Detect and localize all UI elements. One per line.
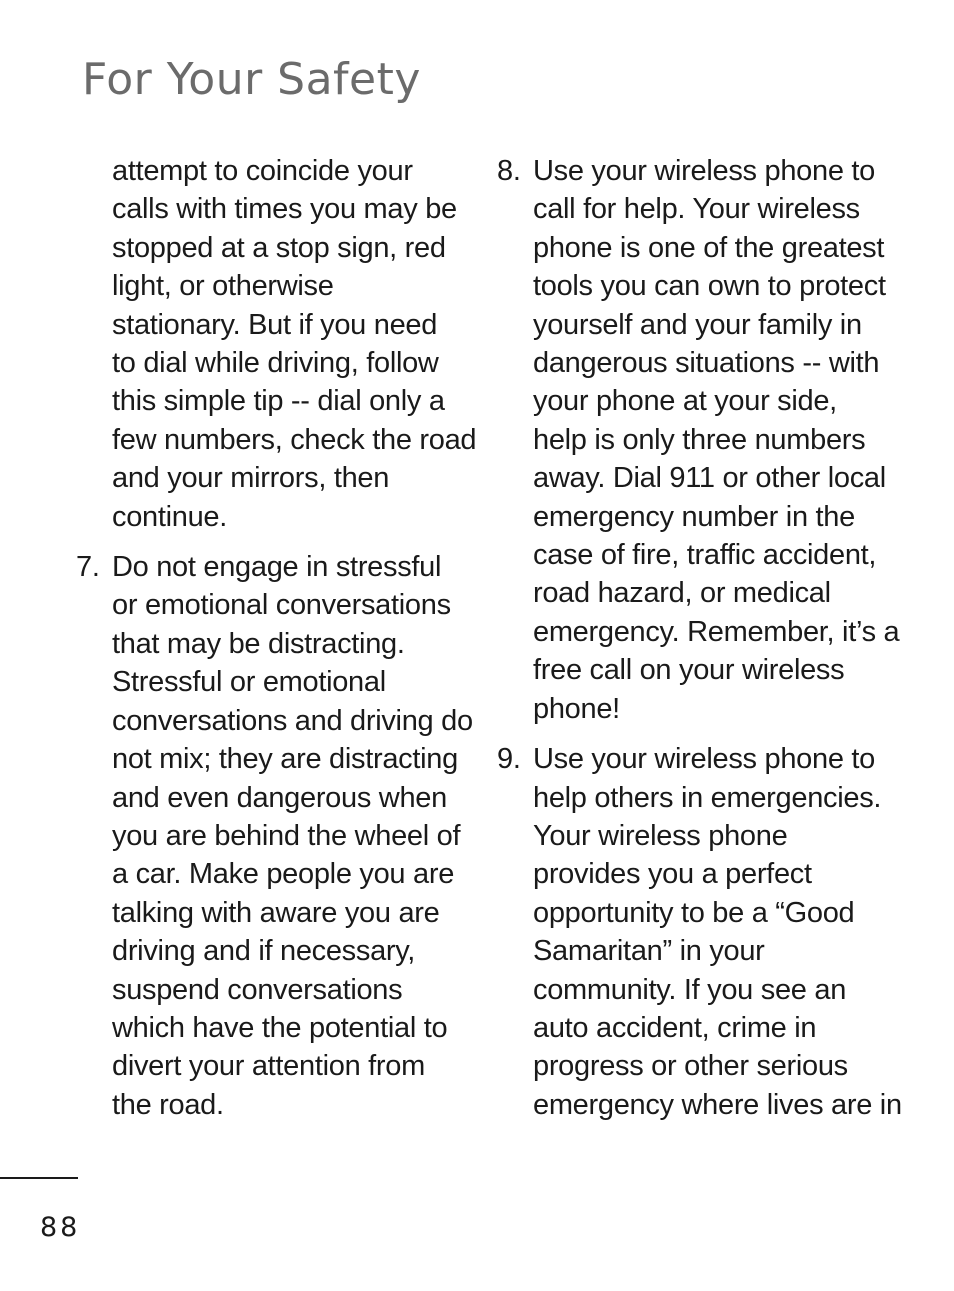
list-item-7 [76,548,476,1124]
text-line: opportunity to be a “Good [533,896,855,929]
text-line: which have the potential to [112,1011,448,1044]
text-line: or emotional conversations [112,589,451,622]
footer-rule [0,1177,78,1179]
text-line: auto accident, crime in [533,1011,817,1044]
list-item-9 [497,740,902,1124]
text-line: Stressful or emotional [112,666,386,699]
text-line: light, or otherwise [112,270,334,303]
text-line: phone! [533,692,620,725]
text-line: few numbers, check the road [112,423,477,456]
page-number: 88 [40,1212,81,1243]
page-title: For Your Safety [82,54,421,105]
text-line: case of fire, traffic accident, [533,539,877,572]
text-line: away. Dial 911 or other local [533,462,886,495]
text-line: call for help. Your wireless [533,193,860,226]
text-line: and your mirrors, then [112,462,390,495]
text-line: divert your attention from [112,1050,425,1083]
text-line: this simple tip -- dial only a [112,385,445,418]
text-line: provides you a perfect [533,858,812,891]
text-line: stationary. But if you need [112,308,438,341]
text-line: attempt to coincide your [112,155,413,187]
text-line: tools you can own to protect [533,270,886,303]
text-line: a car. Make people you are [112,858,455,891]
text-line: the road. [112,1088,224,1121]
text-line: phone is one of the greatest [533,231,885,264]
list-item-8 [497,152,900,728]
text-line: emergency number in the [533,500,855,533]
text-line: conversations and driving do [112,704,473,737]
text-line: emergency. Remember, it’s a [533,615,900,648]
text-line: free call on your wireless [533,654,845,687]
text-line: that may be distracting. [112,627,405,660]
text-line: Use your wireless phone to [533,155,875,187]
text-line: and even dangerous when [112,781,447,814]
paragraph-gap [76,536,476,548]
text-line: your phone at your side, [533,385,837,418]
text-line: talking with aware you are [112,896,440,929]
text-line: road hazard, or medical [533,577,831,610]
text-line: help is only three numbers [533,423,866,456]
continuation-paragraph [76,152,476,536]
text-line: Your wireless phone [533,819,788,852]
left-column [76,152,476,1124]
text-line: continue. [112,500,227,533]
text-line: Samaritan” in your [533,935,765,968]
right-column [497,152,902,1124]
text-line: help others in emergencies. [533,781,882,814]
text-line: yourself and your family in [533,308,862,341]
item-number: 9. [497,743,521,776]
item-number: 8. [497,155,521,187]
item-number: 7. [76,551,100,584]
text-line: Do not engage in stressful [112,551,442,584]
paragraph-gap [497,728,897,740]
text-line: suspend conversations [112,973,403,1006]
text-line: calls with times you may be [112,193,457,226]
text-line: to dial while driving, follow [112,347,439,380]
text-line: emergency where lives are in [533,1088,902,1121]
text-line: you are behind the wheel of [112,819,461,852]
text-line: progress or other serious [533,1050,848,1083]
text-line: community. If you see an [533,973,847,1006]
text-line: driving and if necessary, [112,935,416,968]
text-line: stopped at a stop sign, red [112,231,446,264]
text-line: Use your wireless phone to [533,743,875,776]
text-line: dangerous situations -- with [533,347,880,380]
text-line: not mix; they are distracting [112,743,458,776]
